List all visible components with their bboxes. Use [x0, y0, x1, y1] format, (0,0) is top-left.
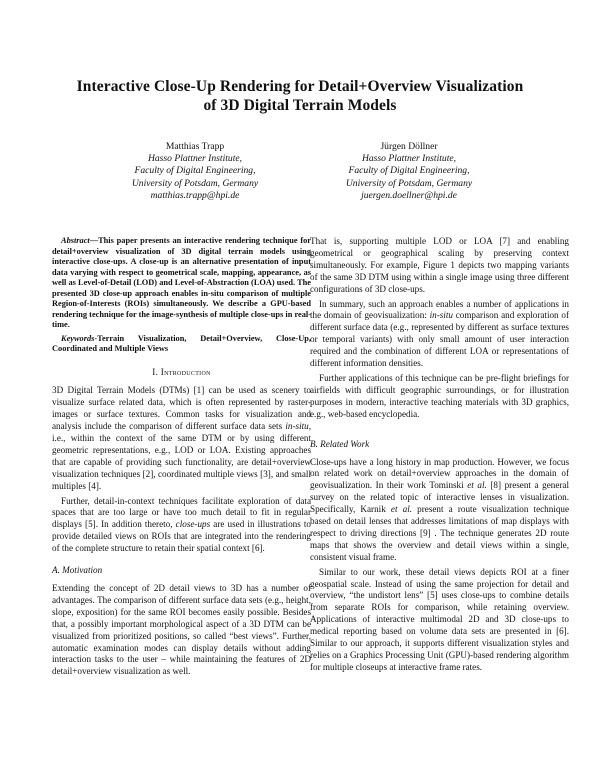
- author-faculty: Faculty of Digital Engineering,: [348, 165, 470, 177]
- text-run: 3D Digital Terrain Models (DTMs) [1] can be used as scenery to visualize surface related data, which is often represented by raster-images or surface textures. Common tasks for visualization and analysis include the comparison of different surface data sets: [52, 385, 311, 432]
- section-heading-introduction: [52, 367, 311, 379]
- intro-paragraph-2: [52, 496, 311, 556]
- author-institute: Hasso Plattner Institute,: [361, 153, 457, 165]
- text-run: , i.e., within the context of the same DTM or by using different geometric representations, e.g., LOD or LOA. Existing approaches that are capable of providing such functionality, are detail+overview visualization techniques [2], coordinated multiple views [3], and small multiples [4].: [52, 421, 311, 491]
- author-faculty: Faculty of Digital Engineering,: [134, 165, 256, 177]
- author-email: matthias.trapp@hpi.de: [150, 189, 240, 201]
- text-run-italic: in-situ: [285, 421, 309, 432]
- author-email: juergen.doellner@hpi.de: [361, 189, 457, 201]
- motivation-paragraph-3: [310, 299, 569, 370]
- motivation-paragraph-1: Extending the concept of 2D detail views to 3D has a number of advantages. The comparison of different surface data sets (e.g., height, slope, exposition) for the same ROI becomes easily possible. Besides that, a possibly important morphological aspect of a 3D DTM can be visualized from prioritized positions, so called “best views”. Further, automatic examination modes can display details without adding interaction tasks to the user – while maintaining the features of 2D detail+overview visualization as well.: [52, 583, 311, 677]
- intro-paragraph-1: [52, 385, 311, 492]
- abstract: [52, 236, 311, 331]
- subsection-heading-motivation: A. Motivation: [52, 565, 103, 576]
- keywords-label: Keywords: [61, 333, 95, 343]
- related-paragraph-1: [310, 457, 569, 564]
- author-name: Jürgen Döllner: [380, 141, 438, 152]
- keywords-text: -Terrain Visualization, Detail+Overview, Close-Up, Coordinated and Multiple Views: [52, 333, 311, 353]
- text-run: comparison and exploration of different surface data (e.g., represented by different as surface textures or temporal variants) with only small amount of user interaction required and the combination of different LOA or representations of different information densities.: [310, 310, 569, 369]
- section-title: Introduction: [160, 366, 211, 377]
- related-paragraph-2: Similar to our work, these detail views depicts ROI at a finer geospatial scale. Instead of using the same projection for detail and overview, “the undistort lens” [5] uses close-ups to combine details from separate ROIs for comparison, while retaining overview. Applications of interactive multimodal 2D and 3D close-ups to medical reporting based on volume data sets are presented in [6]. Similar to our approach, it supports different visualization styles and relies on a Graphics Processing Unit (GPU)-based rendering algorithm for multiple closeups at interactive frame rates.: [310, 566, 569, 672]
- abstract-text: —This paper presents an interactive rendering technique for detail+overview visualization of 3D digital terrain models using interactive close-ups. A close-up is an alternative presentation of input data varying with respect to geometrical scale, mapping, appearance, as well as Level-of-Detail (LOD) and Level-of-Abstraction (LOA) used. The presented 3D close-up approach enables in-situ comparison of multiple Region-of-Interests (ROIs) simultaneously. We describe a GPU-based rendering technique for the image-synthesis of multiple close-ups in real-time.: [52, 236, 311, 329]
- text-run-italic: et al.: [390, 504, 413, 515]
- text-run: are used in illustrations to provide detailed views on ROIs that are integrated into the rendering of the complete structure to retain their spatial context [6].: [52, 519, 311, 554]
- text-run-italic: close-ups: [175, 519, 211, 530]
- title-line-2: of 3D Digital Terrain Models: [203, 97, 397, 114]
- text-run: Further, detail-in-context techniques facilitate exploration of data spaces that are too large or have too much detail to fit in regular displays [5]. In addition thereto,: [52, 495, 311, 530]
- motivation-paragraph-4: Further applications of this technique can be pre-flight briefings for airfields with difficult geographic surroundings, or for illustration purposes in modern, interactive teaching materials with 3D graphics, e.g., web-based encyclopedia.: [310, 372, 569, 419]
- text-run: Close-ups have a long history in map production. However, we focus on related work on detail+overview approaches in the domain of geovisualization. In their work Tominski: [310, 456, 569, 491]
- author-university: University of Potsdam, Germany: [345, 177, 473, 189]
- left-column: [52, 236, 311, 678]
- section-numeral: I.: [152, 366, 159, 377]
- author-university: University of Potsdam, Germany: [131, 177, 259, 189]
- title-line-1: Interactive Close-Up Rendering for Detail+Overview Visualization: [76, 78, 524, 95]
- abstract-label: Abstract: [61, 236, 90, 245]
- paper-title: [40, 77, 560, 115]
- keywords: [52, 334, 311, 355]
- author-block-1: [80, 141, 310, 202]
- text-run: [8] present a general survey on the related topic of interactive lenses in visualization. Specifically, Karnik: [310, 480, 570, 515]
- motivation-paragraph-2: That is, supporting multiple LOD or LOA [7] and enabling geometrical or geographical scaling by preserving context simultaneously. For example, Figure 1 depicts two mapping variants of the same 3D DTM using within a single image using three different configurations of 3D close-ups.: [310, 236, 569, 294]
- subsection-heading-related-work: B. Related Work: [310, 438, 370, 449]
- author-name: Matthias Trapp: [165, 141, 225, 152]
- author-institute: Hasso Plattner Institute,: [147, 153, 243, 165]
- text-run: present a route visualization technique based on detail lenses that addresses limitations of map displays with respect to driving directions [9] . The technique generates 2D route maps that shows the overview and detail views within a single, consistent visual frame.: [310, 504, 570, 562]
- text-run-italic: et al.: [467, 480, 487, 491]
- right-column: [310, 236, 569, 674]
- author-block-2: [294, 141, 524, 202]
- text-run: In summary, such an approach enables a number of applications in the domain of geovisualization:: [310, 298, 569, 321]
- text-run-italic: in-situ: [429, 310, 453, 321]
